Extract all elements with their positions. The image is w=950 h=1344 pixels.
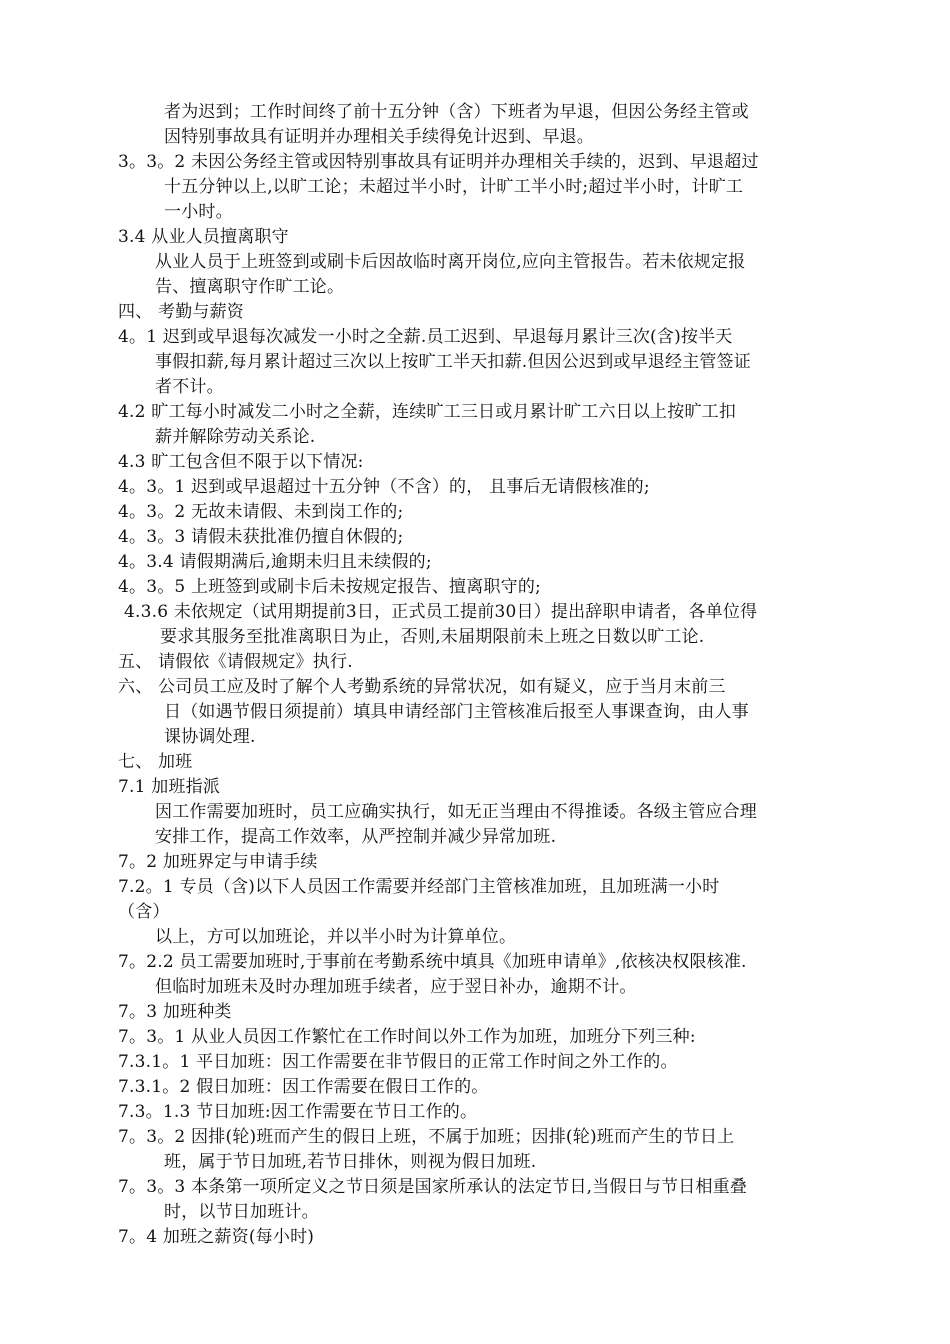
- section-heading: 六、 公司员工应及时了解个人考勤系统的异常状况，如有疑义，应于当月末前三: [118, 677, 726, 697]
- text-line: 7。2.2 员工需要加班时,于事前在考勤系统中填具《加班申请单》,依核决权限核准.: [118, 952, 747, 972]
- section-heading: 7。4 加班之薪资(每小时): [118, 1227, 315, 1247]
- text-line: 7。3。3 本条第一项所定义之节日须是国家所承认的法定节日,当假日与节日相重叠: [118, 1177, 748, 1197]
- text-line: 3。3。2 未因公务经主管或因特别事故具有证明并办理相关手续的，迟到、早退超过: [118, 152, 759, 172]
- text-line: 4。3。3 请假未获批准仍擅自休假的;: [118, 527, 404, 547]
- section-heading: 7.1 加班指派: [118, 777, 221, 797]
- text-line: 7.2。1 专员（含)以下人员因工作需要并经部门主管核准加班，且加班满一小时: [118, 877, 720, 897]
- text-line: 时，以节日加班计。: [164, 1202, 319, 1222]
- text-line: 者为迟到；工作时间终了前十五分钟（含）下班者为早退，但因公务经主管或: [164, 102, 749, 122]
- text-line: 7。3。1 从业人员因工作繁忙在工作时间以外工作为加班，加班分下列三种:: [118, 1027, 696, 1047]
- text-line: 4。1 迟到或早退每次减发一小时之全薪.员工迟到、早退每月累计三次(含)按半天: [118, 327, 733, 347]
- text-line: 课协调处理.: [164, 727, 256, 747]
- text-line: 十五分钟以上,以旷工论；未超过半小时，计旷工半小时;超过半小时，计旷工: [164, 177, 744, 197]
- text-line: 7.3。1.3 节日加班:因工作需要在节日工作的。: [118, 1102, 478, 1122]
- text-line: 7.3.1。1 平日加班：因工作需要在非节假日的正常工作时间之外工作的。: [118, 1052, 678, 1072]
- text-line: 告、擅离职守作旷工论。: [155, 277, 345, 297]
- section-heading: 四、 考勤与薪资: [118, 302, 245, 322]
- text-line: 4.3.6 未依规定（试用期提前3日，正式员工提前30日）提出辞职申请者，各单位得: [124, 602, 758, 622]
- section-heading: 七、 加班: [118, 752, 193, 772]
- section-heading: 7。3 加班种类: [118, 1002, 232, 1022]
- section-heading: 7。2 加班界定与申请手续: [118, 852, 318, 872]
- text-line: 4。3。1 迟到或早退超过十五分钟（不含）的， 且事后无请假核准的;: [118, 477, 650, 497]
- text-line: 一小时。: [164, 202, 233, 222]
- text-line: 班，属于节日加班,若节日排休，则视为假日加班.: [164, 1152, 537, 1172]
- text-line: 但临时加班未及时办理加班手续者，应于翌日补办，逾期不计。: [155, 977, 637, 997]
- text-line: （含）: [118, 902, 170, 922]
- text-line: 4。3。2 无故未请假、未到岗工作的;: [118, 502, 404, 522]
- text-line: 要求其服务至批准离职日为止，否则,未届期限前未上班之日数以旷工论.: [160, 627, 705, 647]
- text-line: 7。3。2 因排(轮)班而产生的假日上班，不属于加班；因排(轮)班而产生的节日上: [118, 1127, 735, 1147]
- text-line: 7.3.1。2 假日加班：因工作需要在假日工作的。: [118, 1077, 489, 1097]
- text-line: 者不计。: [155, 377, 224, 397]
- text-line: 因特别事故具有证明并办理相关手续得免计迟到、早退。: [164, 127, 594, 147]
- text-line: 事假扣薪,每月累计超过三次以上按旷工半天扣薪.但因公迟到或早退经主管签证: [155, 352, 752, 372]
- text-line: 因工作需要加班时，员工应确实执行，如无正当理由不得推诿。各级主管应合理: [155, 802, 757, 822]
- text-line: 4。3。5 上班签到或刷卡后未按规定报告、擅离职守的;: [118, 577, 541, 597]
- text-line: 4。3.4 请假期满后,逾期未归且未续假的;: [118, 552, 432, 572]
- text-line: 安排工作，提高工作效率，从严控制并减少异常加班.: [155, 827, 557, 847]
- text-line: 薪并解除劳动关系论.: [155, 427, 316, 447]
- text-line: 从业人员于上班签到或刷卡后因故临时离开岗位,应向主管报告。若未依规定报: [155, 252, 746, 272]
- text-line: 4.2 旷工每小时减发二小时之全薪，连续旷工三日或月累计旷工六日以上按旷工扣: [118, 402, 737, 422]
- section-heading: 五、 请假依《请假规定》执行.: [118, 652, 353, 672]
- text-line: 日（如遇节假日须提前）填具申请经部门主管核准后报至人事课查询，由人事: [164, 702, 749, 722]
- section-heading: 3.4 从业人员擅离职守: [118, 227, 289, 247]
- text-line: 以上，方可以加班论，并以半小时为计算单位。: [155, 927, 517, 947]
- text-line: 4.3 旷工包含但不限于以下情况:: [118, 452, 364, 472]
